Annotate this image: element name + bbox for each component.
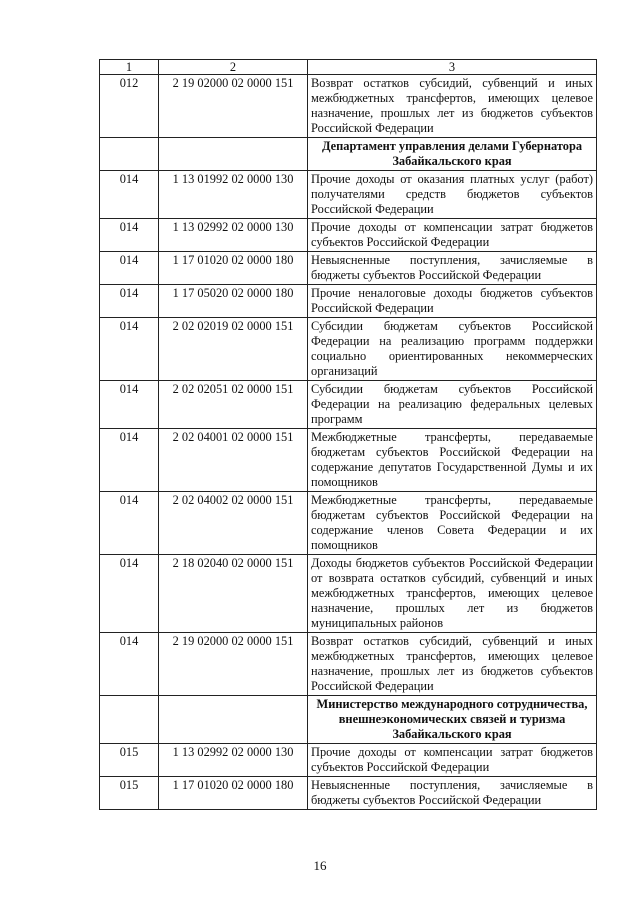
budget-classification-code: 1 13 01992 02 0000 130 [159,171,308,219]
revenue-description: Возврат остатков субсидий, субвенций и иных межбюджетных трансфертов, имеющих целевое назначение, прошлых лет из бюджетов субъектов Российской Федерации [308,633,597,696]
budget-classification-code: 2 18 02040 02 0000 151 [159,555,308,633]
revenue-description: Прочие доходы от оказания платных услуг (работ) получателями средств бюджетов субъектов Российской Федерации [308,171,597,219]
budget-classification-code: 1 13 02992 02 0000 130 [159,744,308,777]
revenue-description: Невыясненные поступления, зачисляемые в бюджеты субъектов Российской Федерации [308,252,597,285]
revenue-description: Прочие доходы от компенсации затрат бюджетов субъектов Российской Федерации [308,219,597,252]
table-row [100,285,597,318]
column-number-3: 3 [308,60,597,75]
column-number-1: 1 [100,60,159,75]
budget-classification-code: 2 02 04001 02 0000 151 [159,429,308,492]
table-row [100,633,597,696]
table-row [100,318,597,381]
table-row [100,75,597,138]
empty-cell [159,696,308,744]
table-row [100,744,597,777]
budget-classification-code: 2 02 02051 02 0000 151 [159,381,308,429]
budget-classification-code: 2 02 04002 02 0000 151 [159,492,308,555]
administrator-code: 014 [100,318,159,381]
revenue-description: Межбюджетные трансферты, передаваемые бюджетам субъектов Российской Федерации на содержание депутатов Государственной Думы и их помощников [308,429,597,492]
table-header-row [100,60,597,75]
department-header-row [100,138,597,171]
administrator-code: 014 [100,285,159,318]
budget-classification-code: 1 17 05020 02 0000 180 [159,285,308,318]
revenue-codes-table [99,59,597,810]
revenue-description: Доходы бюджетов субъектов Российской Федерации от возврата остатков субсидий, субвенций и иных межбюджетных трансфертов, имеющих целевое назначение, прошлых лет из бюджетов муниципальных районов [308,555,597,633]
empty-cell [100,696,159,744]
revenue-description: Субсидии бюджетам субъектов Российской Федерации на реализацию программ поддержки социально ориентированных некоммерческих организаций [308,318,597,381]
empty-cell [159,138,308,171]
table-row [100,555,597,633]
department-name: Министерство международного сотрудничества, внешнеэкономических связей и туризма Забайкальского края [308,696,597,744]
administrator-code: 014 [100,171,159,219]
administrator-code: 012 [100,75,159,138]
administrator-code: 015 [100,777,159,810]
administrator-code: 014 [100,555,159,633]
department-header-row [100,696,597,744]
revenue-description: Межбюджетные трансферты, передаваемые бюджетам субъектов Российской Федерации на содержание членов Совета Федерации и их помощников [308,492,597,555]
administrator-code: 014 [100,252,159,285]
administrator-code: 015 [100,744,159,777]
table-row [100,252,597,285]
table-row [100,777,597,810]
administrator-code: 014 [100,633,159,696]
table-row [100,381,597,429]
table-row [100,492,597,555]
administrator-code: 014 [100,381,159,429]
budget-classification-code: 1 13 02992 02 0000 130 [159,219,308,252]
department-name: Департамент управления делами Губернатора Забайкальского края [308,138,597,171]
revenue-description: Возврат остатков субсидий, субвенций и иных межбюджетных трансфертов, имеющих целевое назначение, прошлых лет из бюджетов субъектов Российской Федерации [308,75,597,138]
table-body [100,60,597,810]
administrator-code: 014 [100,492,159,555]
column-number-2: 2 [159,60,308,75]
table-row [100,429,597,492]
revenue-description: Прочие неналоговые доходы бюджетов субъектов Российской Федерации [308,285,597,318]
budget-classification-code: 2 19 02000 02 0000 151 [159,75,308,138]
table-row [100,219,597,252]
revenue-description: Субсидии бюджетам субъектов Российской Федерации на реализацию федеральных целевых программ [308,381,597,429]
table-row [100,171,597,219]
revenue-description: Невыясненные поступления, зачисляемые в бюджеты субъектов Российской Федерации [308,777,597,810]
administrator-code: 014 [100,219,159,252]
budget-classification-code: 2 02 02019 02 0000 151 [159,318,308,381]
page-number: 16 [313,858,327,873]
administrator-code: 014 [100,429,159,492]
budget-classification-code: 2 19 02000 02 0000 151 [159,633,308,696]
empty-cell [100,138,159,171]
revenue-description: Прочие доходы от компенсации затрат бюджетов субъектов Российской Федерации [308,744,597,777]
budget-classification-code: 1 17 01020 02 0000 180 [159,252,308,285]
budget-classification-code: 1 17 01020 02 0000 180 [159,777,308,810]
